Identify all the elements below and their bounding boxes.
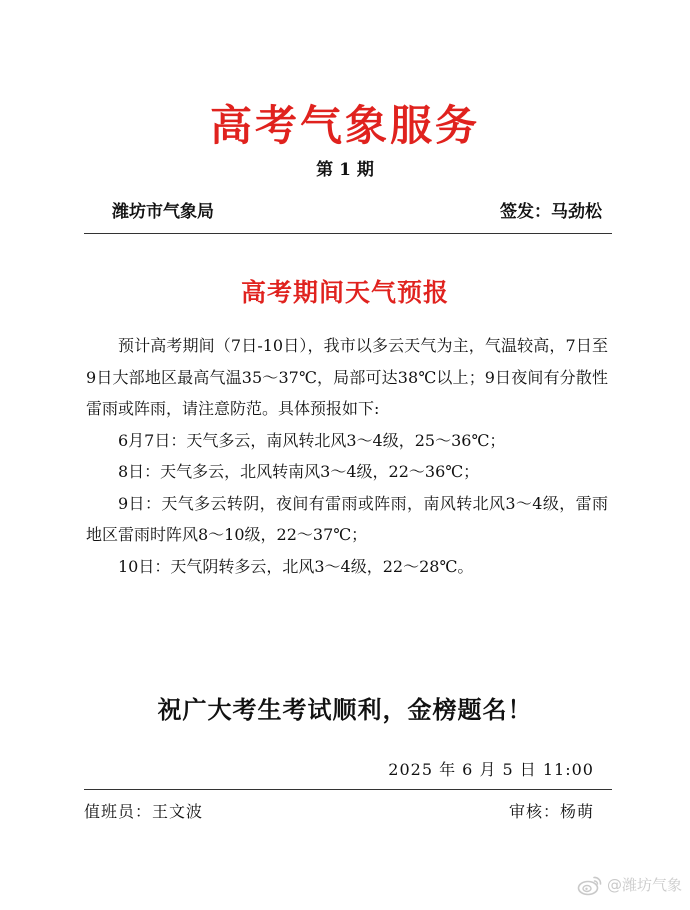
forecast-day-10: 10日：天气阴转多云，北风3～4级，22～28℃。 <box>118 556 474 576</box>
watermark <box>577 874 682 896</box>
forecast-body <box>86 330 608 582</box>
issue-datetime: 2025 年 6 月 5 日 11:00 <box>388 760 594 779</box>
forecast-title: 高考期间天气预报 <box>240 278 449 307</box>
forecast-day-8: 8日：天气多云，北风转南风3～4级，22～36℃； <box>118 462 480 481</box>
watermark-text: @潍坊气象 <box>606 876 682 894</box>
exam-wish: 祝广大考生考试顺利，金榜题名！ <box>157 695 533 724</box>
forecast-day-9: 9日：天气多云转阴，夜间有雷雨或阵雨，南风转北风3～4级，雷雨地区雷雨时阵风8～10级，22～37℃； <box>86 493 608 544</box>
issuing-organization: 潍坊市气象局 <box>112 202 214 222</box>
header-divider <box>84 233 612 234</box>
forecast-summary: 预计高考期间（7日-10日），我市以多云天气为主，气温较高，7日至9日大部地区最高气温35～37℃，局部可达38℃以上；9日夜间有分散性雷雨或阵雨，请注意防范。具体预报如下: <box>86 336 608 418</box>
document-title: 高考气象服务 <box>209 101 480 150</box>
signer: 签发：马劲松 <box>500 202 602 222</box>
forecast-day-7: 6月7日：天气多云，南风转北风3～4级，25～36℃； <box>118 430 506 450</box>
issue-number: 第 1 期 <box>316 160 374 180</box>
weibo-icon <box>577 874 603 896</box>
reviewer: 审核：杨萌 <box>508 802 594 821</box>
duty-officer: 值班员：王文波 <box>84 802 204 821</box>
footer-divider <box>84 789 612 790</box>
